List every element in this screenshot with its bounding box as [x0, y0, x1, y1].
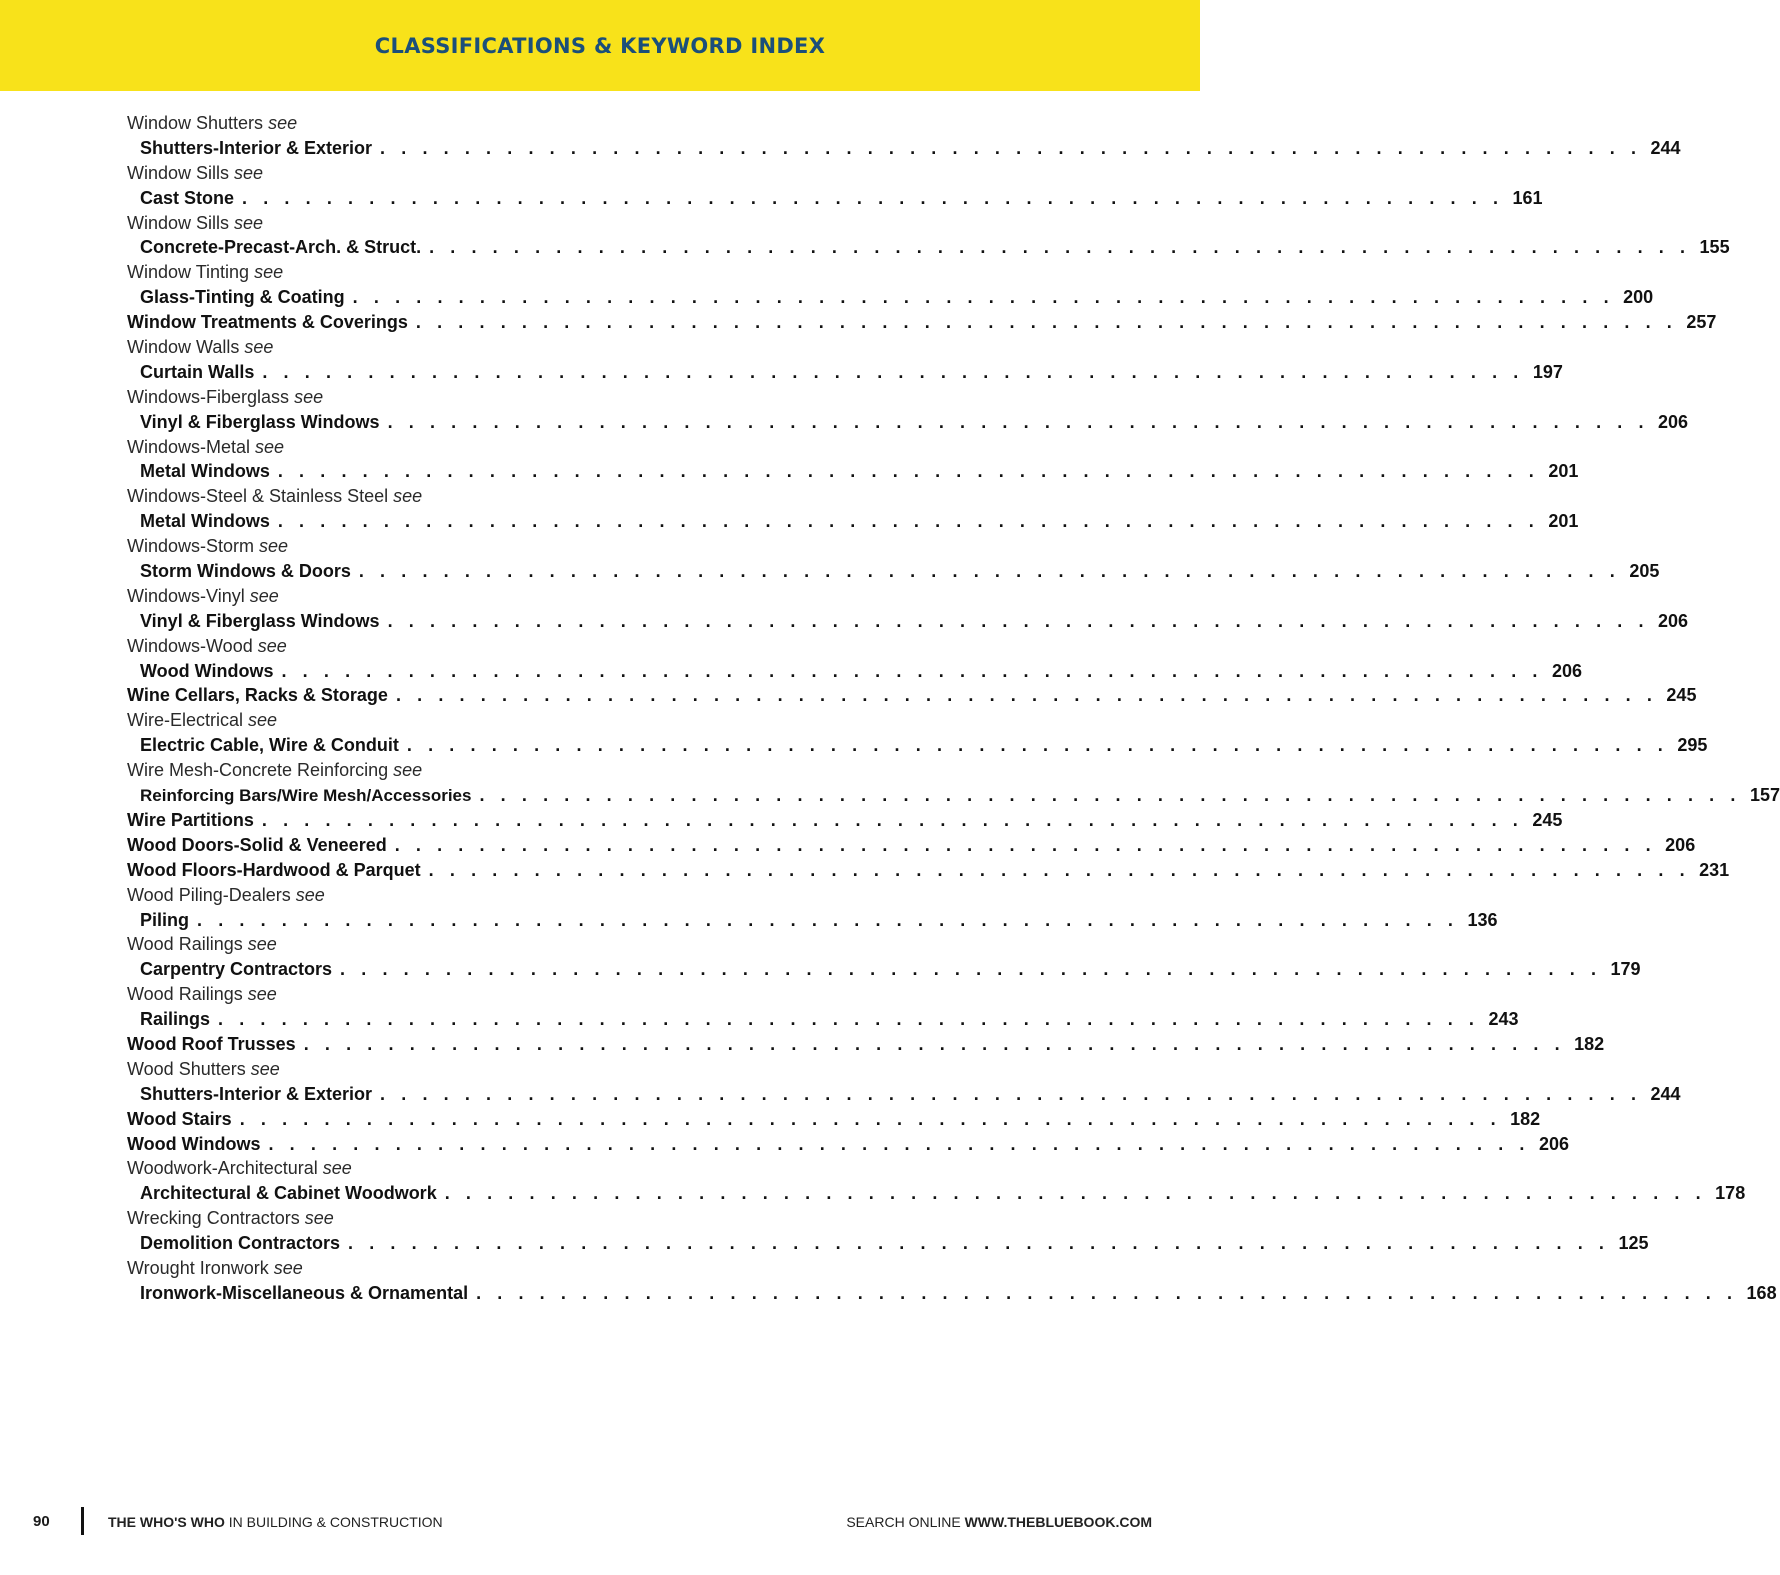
- entry-label: Demolition Contractors: [140, 1233, 341, 1254]
- index-reference-entry: [127, 659, 1582, 684]
- entry-label: Reinforcing Bars/Wire Mesh/Accessories: [140, 786, 472, 806]
- dot-leader: . . . . . . . . . . . . . . . . . . . . . . . . . . . . . . . . . . . . . . . . . . . . . . . . . . . . . . . . . . . .: [476, 1282, 1738, 1303]
- entry-page-number: 155: [1699, 237, 1730, 258]
- index-reference-entry: [127, 733, 1708, 758]
- dot-leader: . . . . . . . . . . . . . . . . . . . . . . . . . . . . . . . . . . . . . . . . . . . . . . . . . . . . . . . . . . . .: [303, 1033, 1566, 1054]
- entry-label: Vinyl & Fiberglass Windows: [140, 610, 380, 631]
- index-main-entry: [127, 310, 1717, 335]
- dot-leader: . . . . . . . . . . . . . . . . . . . . . . . . . . . . . . . . . . . . . . . . . . . . . . . . . . . . . . . . . . . .: [268, 1133, 1530, 1154]
- index-see-entry: [127, 534, 579, 559]
- entry-page-number: 168: [1746, 1282, 1777, 1303]
- index-see-entry: [127, 385, 579, 410]
- entry-page-number: 182: [1510, 1108, 1541, 1129]
- entry-label: Cast Stone: [140, 187, 235, 208]
- index-see-entry: [127, 484, 579, 509]
- index-reference-entry: [127, 136, 1681, 161]
- dot-leader: . . . . . . . . . . . . . . . . . . . . . . . . . . . . . . . . . . . . . . . . . . . . . . . . . . . . . . . . . . . .: [380, 1083, 1642, 1104]
- index-main-entry: [127, 808, 1563, 833]
- index-reference-entry: [127, 360, 1563, 385]
- entry-label: Electric Cable, Wire & Conduit: [140, 735, 399, 756]
- see-entry-term: Wrought Ironwork: [127, 1257, 269, 1278]
- index-see-entry: [127, 883, 579, 908]
- see-word: see: [249, 585, 279, 606]
- index-see-entry: [127, 584, 579, 609]
- see-word: see: [322, 1158, 352, 1179]
- see-entry-term: Window Shutters: [127, 113, 264, 133]
- entry-label: Architectural & Cabinet Woodwork: [140, 1183, 437, 1204]
- index-see-entry: [127, 111, 579, 136]
- dot-leader: . . . . . . . . . . . . . . . . . . . . . . . . . . . . . . . . . . . . . . . . . . . . . . . . . . . . . . . . . . . .: [277, 511, 1540, 532]
- footer-divider: [81, 1507, 84, 1535]
- see-word: see: [247, 934, 277, 955]
- entry-label: Glass-Tinting & Coating: [140, 287, 345, 308]
- entry-page-number: 200: [1623, 287, 1654, 308]
- see-word: see: [255, 436, 285, 457]
- entry-label: Wire Partitions: [127, 809, 254, 830]
- entry-page-number: 197: [1532, 361, 1563, 382]
- see-word: see: [259, 536, 289, 557]
- index-reference-entry: [127, 1281, 1777, 1306]
- dot-leader: . . . . . . . . . . . . . . . . . . . . . . . . . . . . . . . . . . . . . . . . . . . . . . . . . . . . . . . . . . . .: [415, 312, 1678, 333]
- page-title: CLASSIFICATIONS & KEYWORD INDEX: [374, 34, 826, 58]
- publication-name: [108, 1514, 443, 1530]
- entry-label: Curtain Walls: [140, 361, 255, 382]
- see-entry-term: Window Walls: [127, 337, 240, 358]
- index-reference-entry: [127, 1007, 1519, 1032]
- index-see-entry: [127, 1156, 579, 1181]
- entry-page-number: 161: [1512, 187, 1543, 208]
- entry-label: Wood Stairs: [127, 1108, 232, 1129]
- index-see-entry: [127, 335, 579, 360]
- entry-label: Metal Windows: [140, 461, 270, 482]
- entry-page-number: 206: [1658, 411, 1689, 432]
- index-see-entry: [127, 161, 579, 186]
- entry-page-number: 231: [1699, 859, 1730, 880]
- index-see-entry: [127, 708, 579, 733]
- see-word: see: [393, 486, 423, 507]
- index-main-entry: [127, 858, 1730, 883]
- see-word: see: [247, 984, 277, 1005]
- index-reference-entry: [127, 1231, 1649, 1256]
- see-entry-term: Window Sills: [127, 162, 230, 183]
- dot-leader: . . . . . . . . . . . . . . . . . . . . . . . . . . . . . . . . . . . . . . . . . . . . . . . . . . . . . . . . . . . .: [428, 859, 1691, 880]
- dot-leader: . . . . . . . . . . . . . . . . . . . . . . . . . . . . . . . . . . . . . . . . . . . . . . . . . . . . . . . . . . . .: [218, 1009, 1480, 1030]
- entry-page-number: 201: [1548, 511, 1579, 532]
- website-link[interactable]: [846, 1514, 1152, 1530]
- dot-leader: . . . . . . . . . . . . . . . . . . . . . . . . . . . . . . . . . . . . . . . . . . . . . . . . . . . . . . . . . . . .: [444, 1183, 1707, 1204]
- dot-leader: . . . . . . . . . . . . . . . . . . . . . . . . . . . . . . . . . . . . . . . . . . . . . . . . . . . . . . . . . . . .: [239, 1108, 1502, 1129]
- see-word: see: [268, 113, 298, 133]
- entry-page-number: 178: [1715, 1183, 1746, 1204]
- index-see-entry: [127, 982, 579, 1007]
- see-entry-term: Woodwork-Architectural: [127, 1158, 318, 1179]
- see-entry-term: Windows-Vinyl: [127, 585, 245, 606]
- entry-label: Window Treatments & Coverings: [127, 312, 408, 333]
- see-entry-term: Wood Railings: [127, 934, 243, 955]
- see-word: see: [234, 212, 264, 233]
- entry-page-number: 157: [1749, 785, 1780, 806]
- index-main-entry: [127, 1032, 1605, 1057]
- index-reference-entry: [127, 1082, 1681, 1107]
- dot-leader: . . . . . . . . . . . . . . . . . . . . . . . . . . . . . . . . . . . . . . . . . . . . . . . . . . . . . . . . . . . .: [387, 411, 1650, 432]
- index-main-entry: [127, 833, 1696, 858]
- see-entry-term: Windows-Storm: [127, 536, 255, 557]
- entry-page-number: 205: [1629, 561, 1660, 582]
- entry-page-number: 295: [1677, 735, 1708, 756]
- index-see-entry: [127, 211, 579, 236]
- see-entry-term: Wood Piling-Dealers: [127, 884, 291, 905]
- entry-label: Wood Windows: [127, 1133, 261, 1154]
- see-entry-term: Windows-Metal: [127, 436, 251, 457]
- keyword-index-list: [127, 111, 1780, 1306]
- index-see-entry: [127, 1256, 579, 1281]
- header-band: [0, 0, 1200, 91]
- index-reference-entry: [127, 459, 1579, 484]
- entry-page-number: 201: [1548, 461, 1579, 482]
- dot-leader: . . . . . . . . . . . . . . . . . . . . . . . . . . . . . . . . . . . . . . . . . . . . . . . . . . . . . . . . . . . .: [352, 287, 1615, 308]
- entry-page-number: 206: [1551, 660, 1582, 681]
- see-word: see: [250, 1058, 280, 1079]
- page-number: 90: [33, 1513, 50, 1530]
- index-main-entry: [127, 1107, 1541, 1132]
- index-reference-entry: [127, 783, 1780, 808]
- website-url: WWW.THEBLUEBOOK.COM: [964, 1514, 1152, 1530]
- see-word: see: [248, 710, 278, 731]
- see-word: see: [393, 760, 423, 781]
- dot-leader: . . . . . . . . . . . . . . . . . . . . . . . . . . . . . . . . . . . . . . . . . . . . . . . . . . . . . . . . . . . .: [242, 187, 1504, 208]
- entry-label: Railings: [140, 1009, 211, 1030]
- see-word: see: [244, 337, 274, 358]
- publication-name-bold: THE WHO'S WHO: [108, 1514, 225, 1530]
- entry-label: Wood Windows: [140, 660, 274, 681]
- see-entry-term: Wrecking Contractors: [127, 1208, 300, 1229]
- index-see-entry: [127, 758, 579, 783]
- index-see-entry: [127, 1057, 579, 1082]
- dot-leader: . . . . . . . . . . . . . . . . . . . . . . . . . . . . . . . . . . . . . . . . . . . . . . . . . . . . . . . . . . . .: [479, 785, 1741, 806]
- dot-leader: . . . . . . . . . . . . . . . . . . . . . . . . . . . . . . . . . . . . . . . . . . . . . . . . . . . . . . . . . . . .: [340, 959, 1602, 980]
- entry-label: Wood Floors-Hardwood & Parquet: [127, 859, 421, 880]
- see-entry-term: Wood Shutters: [127, 1058, 246, 1079]
- entry-page-number: 257: [1686, 312, 1717, 333]
- see-entry-term: Windows-Wood: [127, 635, 253, 656]
- index-reference-entry: [127, 908, 1498, 933]
- entry-label: Ironwork-Miscellaneous & Ornamental: [140, 1282, 469, 1303]
- entry-page-number: 206: [1658, 610, 1689, 631]
- see-entry-term: Window Sills: [127, 212, 230, 233]
- entry-page-number: 206: [1665, 834, 1696, 855]
- index-see-entry: [127, 435, 579, 460]
- see-entry-term: Windows-Fiberglass: [127, 386, 290, 407]
- entry-label: Vinyl & Fiberglass Windows: [140, 411, 380, 432]
- dot-leader: . . . . . . . . . . . . . . . . . . . . . . . . . . . . . . . . . . . . . . . . . . . . . . . . . . . . . . . . . . . .: [358, 561, 1621, 582]
- entry-label: Storm Windows & Doors: [140, 561, 351, 582]
- dot-leader: . . . . . . . . . . . . . . . . . . . . . . . . . . . . . . . . . . . . . . . . . . . . . . . . . . . . . . . . . . . .: [261, 809, 1524, 830]
- dot-leader: . . . . . . . . . . . . . . . . . . . . . . . . . . . . . . . . . . . . . . . . . . . . . . . . . . . . . . . . . . . .: [277, 461, 1540, 482]
- see-entry-term: Wood Railings: [127, 984, 243, 1005]
- index-reference-entry: [127, 509, 1579, 534]
- dot-leader: . . . . . . . . . . . . . . . . . . . . . . . . . . . . . . . . . . . . . . . . . . . . . . . . . . . . . . . . . . . .: [281, 660, 1543, 681]
- see-entry-term: Window Tinting: [127, 262, 250, 283]
- see-entry-term: Wire Mesh-Concrete Reinforcing: [127, 760, 389, 781]
- index-reference-entry: [127, 410, 1689, 435]
- index-reference-entry: [127, 1181, 1746, 1206]
- index-reference-entry: [127, 957, 1641, 982]
- index-main-entry: [127, 1132, 1569, 1157]
- index-see-entry: [127, 260, 579, 285]
- entry-label: Shutters-Interior & Exterior: [140, 137, 373, 158]
- dot-leader: . . . . . . . . . . . . . . . . . . . . . . . . . . . . . . . . . . . . . . . . . . . . . . . . . . . . . . . . . . . .: [387, 610, 1650, 631]
- see-word: see: [273, 1257, 303, 1278]
- entry-page-number: 182: [1574, 1033, 1605, 1054]
- index-reference-entry: [127, 285, 1654, 310]
- see-word: see: [304, 1208, 334, 1229]
- entry-label: Wine Cellars, Racks & Storage: [127, 685, 388, 706]
- entry-page-number: 244: [1650, 137, 1681, 158]
- see-word: see: [295, 884, 325, 905]
- entry-page-number: 243: [1488, 1009, 1519, 1030]
- entry-label: Piling: [140, 909, 189, 930]
- index-reference-entry: [127, 235, 1730, 260]
- entry-label: Carpentry Contractors: [140, 959, 333, 980]
- entry-page-number: 244: [1650, 1083, 1681, 1104]
- index-main-entry: [127, 683, 1697, 708]
- see-word: see: [257, 635, 287, 656]
- website-link-prefix: SEARCH ONLINE: [846, 1514, 965, 1530]
- see-entry-term: Windows-Steel & Stainless Steel: [127, 486, 389, 507]
- entry-page-number: 179: [1610, 959, 1641, 980]
- see-word: see: [254, 262, 284, 283]
- index-reference-entry: [127, 609, 1689, 634]
- entry-label: Concrete-Precast-Arch. & Struct.: [140, 237, 422, 258]
- dot-leader: . . . . . . . . . . . . . . . . . . . . . . . . . . . . . . . . . . . . . . . . . . . . . . . . . . . . . . . . . . . .: [429, 237, 1691, 258]
- dot-leader: . . . . . . . . . . . . . . . . . . . . . . . . . . . . . . . . . . . . . . . . . . . . . . . . . . . . . . . . . . . .: [380, 137, 1642, 158]
- dot-leader: . . . . . . . . . . . . . . . . . . . . . . . . . . . . . . . . . . . . . . . . . . . . . . . . . . . . . . . . . . . .: [406, 735, 1669, 756]
- see-word: see: [234, 162, 264, 183]
- entry-page-number: 125: [1618, 1233, 1649, 1254]
- dot-leader: . . . . . . . . . . . . . . . . . . . . . . . . . . . . . . . . . . . . . . . . . . . . . . . . . . . . . . . . . . . .: [262, 361, 1524, 382]
- entry-label: Shutters-Interior & Exterior: [140, 1083, 373, 1104]
- publication-name-rest: IN BUILDING & CONSTRUCTION: [224, 1514, 443, 1530]
- entry-label: Metal Windows: [140, 511, 270, 532]
- see-word: see: [294, 386, 324, 407]
- see-entry-term: Wire-Electrical: [127, 710, 244, 731]
- index-see-entry: [127, 932, 579, 957]
- entry-label: Wood Roof Trusses: [127, 1033, 296, 1054]
- dot-leader: . . . . . . . . . . . . . . . . . . . . . . . . . . . . . . . . . . . . . . . . . . . . . . . . . . . . . . . . . . . .: [348, 1233, 1610, 1254]
- index-reference-entry: [127, 186, 1543, 211]
- index-reference-entry: [127, 559, 1660, 584]
- entry-page-number: 245: [1532, 809, 1563, 830]
- dot-leader: . . . . . . . . . . . . . . . . . . . . . . . . . . . . . . . . . . . . . . . . . . . . . . . . . . . . . . . . . . . .: [395, 685, 1658, 706]
- dot-leader: . . . . . . . . . . . . . . . . . . . . . . . . . . . . . . . . . . . . . . . . . . . . . . . . . . . . . . . . . . . .: [394, 834, 1657, 855]
- index-see-entry: [127, 634, 579, 659]
- entry-page-number: 136: [1467, 909, 1498, 930]
- dot-leader: . . . . . . . . . . . . . . . . . . . . . . . . . . . . . . . . . . . . . . . . . . . . . . . . . . . . . . . . . . . .: [197, 909, 1459, 930]
- entry-page-number: 245: [1666, 685, 1697, 706]
- entry-page-number: 206: [1538, 1133, 1569, 1154]
- entry-label: Wood Doors-Solid & Veneered: [127, 834, 387, 855]
- index-see-entry: [127, 1206, 579, 1231]
